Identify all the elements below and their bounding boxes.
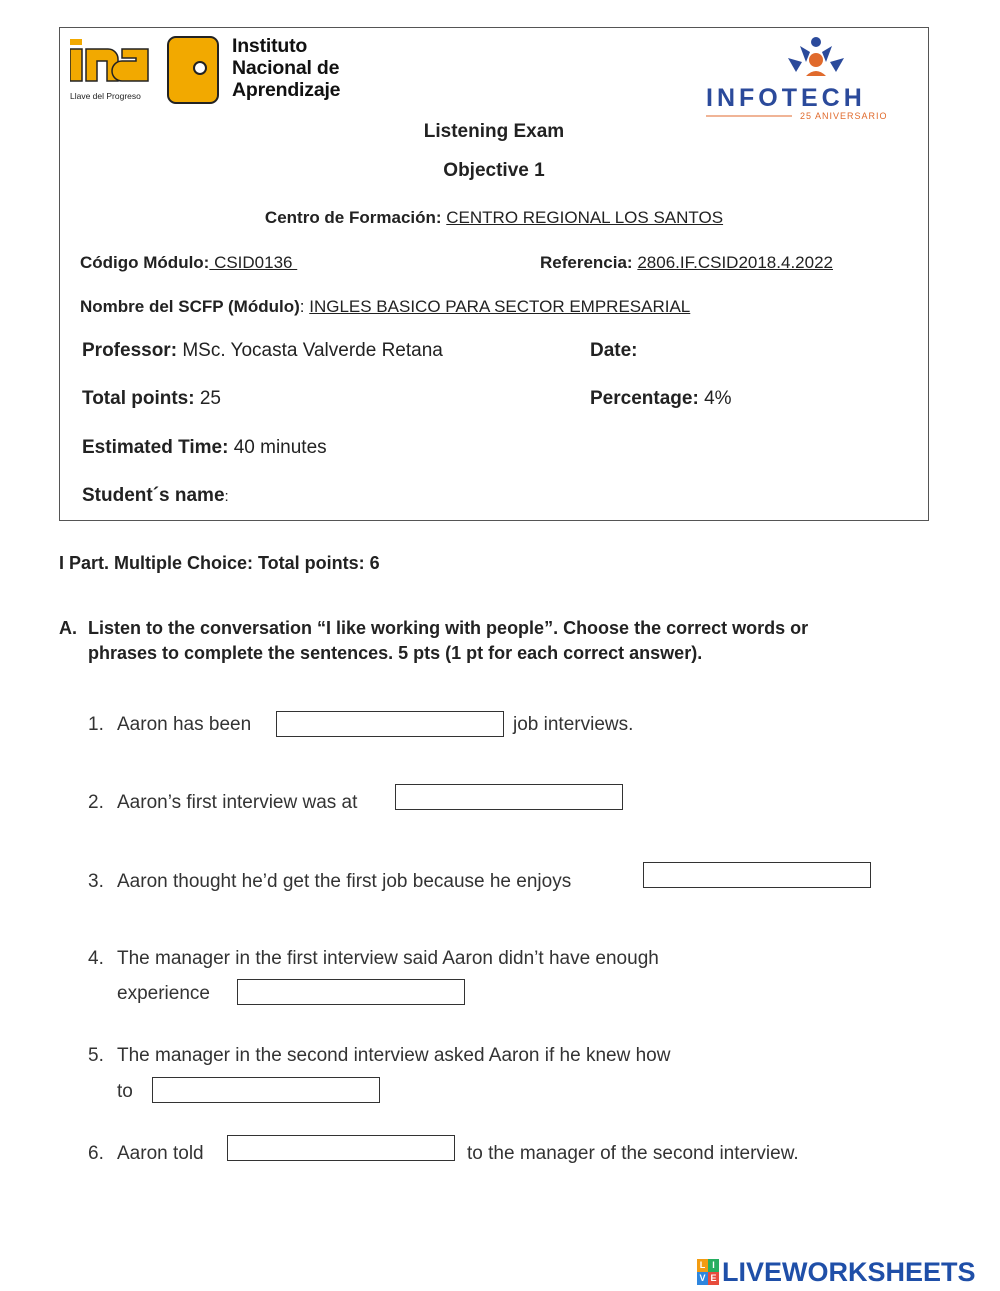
instructions-line1: Listen to the conversation “I like working with people”. Choose the correct words or (88, 618, 809, 638)
question-text: Aaron told (117, 1143, 204, 1164)
question-number: 3. (88, 871, 104, 892)
centro-value: CENTRO REGIONAL LOS SANTOS (446, 208, 724, 227)
codigo-label: Código Módulo: (80, 253, 210, 272)
referencia-value: 2806.IF.CSID2018.4.2022 (637, 253, 833, 272)
liveworksheets-brand: LIVEWORKSHEETS (722, 1257, 976, 1287)
ina-name-line1: Instituto (232, 35, 308, 57)
badge-letter: L (697, 1259, 708, 1272)
question-number: 1. (88, 714, 104, 735)
ina-tagline: Llave del Progreso (70, 91, 141, 101)
infotech-subtitle: 25 ANIVERSARIO (800, 111, 888, 121)
question-text: Aaron has been (117, 714, 252, 735)
professor-value: MSc. Yocasta Valverde Retana (182, 340, 443, 361)
points-row (82, 388, 221, 410)
time-value: 40 minutes (233, 437, 327, 458)
badge-letter: V (697, 1272, 708, 1285)
exam-objective: Objective 1 (443, 160, 545, 181)
referencia-row (540, 253, 833, 273)
time-label: Estimated Time: (82, 437, 229, 458)
question-number: 2. (88, 792, 104, 813)
points-label: Total points: (82, 388, 195, 409)
nombre-label: Nombre del SCFP (Módulo) (80, 297, 300, 316)
infotech-logo (700, 32, 922, 127)
student-colon: : (224, 488, 229, 505)
centro-row (59, 208, 929, 228)
question-text: The manager in the first interview said Aaron didn’t have enough (117, 948, 659, 969)
badge-letter: E (708, 1272, 719, 1285)
codigo-value: CSID0136 (209, 253, 298, 272)
question-text-after: job interviews. (513, 714, 634, 735)
professor-label: Professor: (82, 340, 178, 361)
nombre-row (80, 297, 690, 317)
points-value: 25 (199, 388, 221, 409)
percentage-value: 4% (704, 388, 732, 409)
instructions-line2: phrases to complete the sentences. 5 pts (1 pt for each correct answer). (88, 643, 703, 663)
centro-label: Centro de Formación: (264, 208, 442, 227)
question-text: Aaron’s first interview was at (117, 792, 358, 813)
question-number: 4. (88, 948, 104, 969)
liveworksheets-badge-icon (697, 1259, 719, 1285)
answer-box-6[interactable] (227, 1135, 455, 1161)
question-text-cont: to (117, 1081, 133, 1102)
section-letter: A. (59, 618, 77, 638)
referencia-label: Referencia: (540, 253, 633, 272)
answer-box-3[interactable] (643, 862, 871, 888)
nombre-value: INGLES BASICO PARA SECTOR EMPRESARIAL (309, 297, 691, 316)
answer-box-1[interactable] (276, 711, 504, 737)
ina-name-line3: Aprendizaje (232, 79, 341, 101)
question-text-cont: experience (117, 983, 210, 1004)
part1-heading: I Part. Multiple Choice: Total points: 6 (59, 553, 380, 573)
codigo-row (80, 253, 297, 273)
question-text: The manager in the second interview asked Aaron if he knew how (117, 1045, 671, 1066)
percentage-row (590, 388, 732, 410)
question-number: 5. (88, 1045, 104, 1066)
infotech-name: INFOTECH (706, 84, 866, 112)
badge-letter: I (708, 1259, 719, 1272)
question-text: Aaron thought he’d get the first job because he enjoys (117, 871, 572, 892)
infotech-emblem-icon (788, 37, 844, 76)
answer-box-5[interactable] (152, 1077, 380, 1103)
exam-title: Listening Exam (423, 121, 565, 142)
nombre-colon: : (299, 297, 305, 316)
percentage-label: Percentage: (590, 388, 699, 409)
student-row (82, 485, 229, 507)
ina-logo (70, 33, 370, 110)
question-number: 6. (88, 1143, 104, 1164)
date-label: Date: (590, 340, 638, 361)
ina-name-line2: Nacional de (232, 57, 340, 79)
question-text-after: to the manager of the second interview. (467, 1143, 799, 1164)
time-row (82, 437, 327, 459)
answer-box-4[interactable] (237, 979, 465, 1005)
student-label: Student´s name (82, 485, 225, 506)
professor-row (82, 340, 443, 362)
answer-box-2[interactable] (395, 784, 623, 810)
